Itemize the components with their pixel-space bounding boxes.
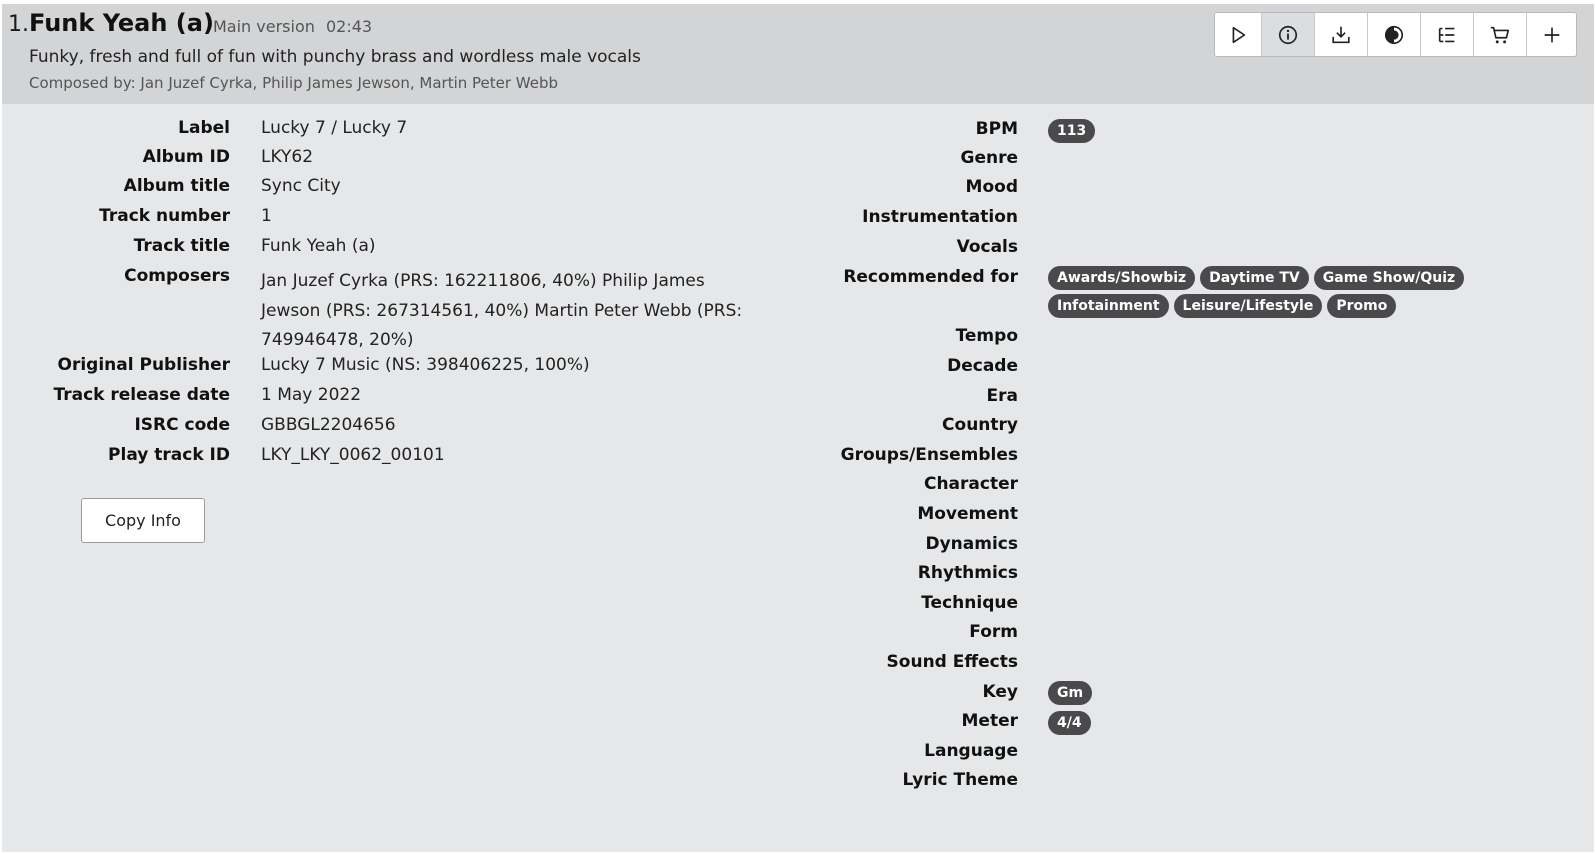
rhythmics-label: Rhythmics <box>917 563 1018 583</box>
album-title-value: Sync City <box>261 176 341 196</box>
tag-chip[interactable]: Promo <box>1327 294 1396 318</box>
duration: 02:43 <box>326 17 373 36</box>
track-number: 1. <box>8 12 29 37</box>
isrc-label: ISRC code <box>134 415 230 435</box>
country-label: Country <box>942 415 1018 435</box>
lyric-theme-label: Lyric Theme <box>902 770 1018 790</box>
tempo-label: Tempo <box>955 326 1018 346</box>
tag-chip[interactable]: Gm <box>1048 681 1092 705</box>
tag-chip[interactable]: Game Show/Quiz <box>1314 266 1464 290</box>
decade-label: Decade <box>947 356 1018 376</box>
tag-chip[interactable]: Daytime TV <box>1200 266 1309 290</box>
play-track-id-value: LKY_LKY_0062_00101 <box>261 445 445 465</box>
play-icon <box>1227 24 1249 46</box>
tag-chip[interactable]: Awards/Showbiz <box>1048 266 1195 290</box>
mood-label: Mood <box>965 177 1018 197</box>
vocals-label: Vocals <box>956 237 1018 257</box>
tag-chip[interactable]: 4/4 <box>1048 711 1091 735</box>
sound-effects-label: Sound Effects <box>886 652 1018 672</box>
album-title-label: Album title <box>123 176 230 196</box>
play-track-id-label: Play track ID <box>108 445 230 465</box>
versions-button[interactable] <box>1421 13 1474 56</box>
version-label: Main version <box>213 17 315 36</box>
info-button[interactable] <box>1262 13 1315 56</box>
isrc-value: GBBGL2204656 <box>261 415 396 435</box>
meter-label: Meter <box>961 711 1018 731</box>
track-title-value: Funk Yeah (a) <box>261 236 376 256</box>
composed-by: Composed by: Jan Juzef Cyrka, Philip James Jewson, Martin Peter Webb <box>29 74 559 92</box>
stems-icon <box>1383 24 1405 46</box>
release-date-value: 1 May 2022 <box>261 385 362 405</box>
play-button[interactable] <box>1215 13 1262 56</box>
composers-label: Composers <box>124 266 230 286</box>
album-id-label: Album ID <box>142 147 230 167</box>
recommended-for-tags <box>1048 266 1518 318</box>
original-publisher-label: Original Publisher <box>57 355 230 375</box>
key-tags <box>1048 681 1092 705</box>
cart-icon <box>1489 24 1511 46</box>
dynamics-label: Dynamics <box>925 534 1018 554</box>
download-icon <box>1330 24 1352 46</box>
language-label: Language <box>924 741 1018 761</box>
label-field-label: Label <box>178 118 230 138</box>
original-publisher-value: Lucky 7 Music (NS: 398406225, 100%) <box>261 355 590 375</box>
info-icon <box>1277 24 1299 46</box>
versions-list-icon <box>1436 24 1458 46</box>
stems-button[interactable] <box>1368 13 1421 56</box>
label-field-value: Lucky 7 / Lucky 7 <box>261 118 408 138</box>
cart-button[interactable] <box>1474 13 1527 56</box>
copy-info-button[interactable]: Copy Info <box>81 498 205 543</box>
instrumentation-label: Instrumentation <box>862 207 1018 227</box>
album-id-value: LKY62 <box>261 147 314 167</box>
add-button[interactable] <box>1527 13 1576 56</box>
era-label: Era <box>986 386 1018 406</box>
technique-label: Technique <box>921 593 1018 613</box>
recommended-for-label: Recommended for <box>843 267 1018 287</box>
form-label: Form <box>969 622 1018 642</box>
release-date-label: Track release date <box>53 385 230 405</box>
track-description: Funky, fresh and full of fun with punchy brass and wordless male vocals <box>29 47 641 67</box>
track-number-label: Track number <box>99 206 230 226</box>
character-label: Character <box>923 474 1018 494</box>
track-header <box>2 4 1594 104</box>
genre-label: Genre <box>960 148 1018 168</box>
key-label: Key <box>982 682 1018 702</box>
track-detail-card <box>2 4 1594 852</box>
groups-label: Groups/Ensembles <box>840 445 1018 465</box>
movement-label: Movement <box>917 504 1018 524</box>
plus-icon <box>1541 24 1563 46</box>
bpm-label: BPM <box>975 119 1018 139</box>
track-number-value: 1 <box>261 206 272 226</box>
tag-chip[interactable]: Leisure/Lifestyle <box>1174 294 1323 318</box>
tag-chip[interactable]: Infotainment <box>1048 294 1169 318</box>
download-button[interactable] <box>1315 13 1368 56</box>
composers-value: Jan Juzef Cyrka (PRS: 162211806, 40%) Philip James Jewson (PRS: 267314561, 40%) Martin Peter Webb (PRS: 749946478, 20%) <box>261 271 743 350</box>
track-toolbar <box>1214 12 1577 57</box>
bpm-tags <box>1048 119 1095 143</box>
track-title-label: Track title <box>133 236 230 256</box>
track-title[interactable]: Funk Yeah (a) <box>29 9 214 37</box>
meter-tags <box>1048 711 1091 735</box>
tag-chip[interactable]: 113 <box>1048 119 1095 143</box>
